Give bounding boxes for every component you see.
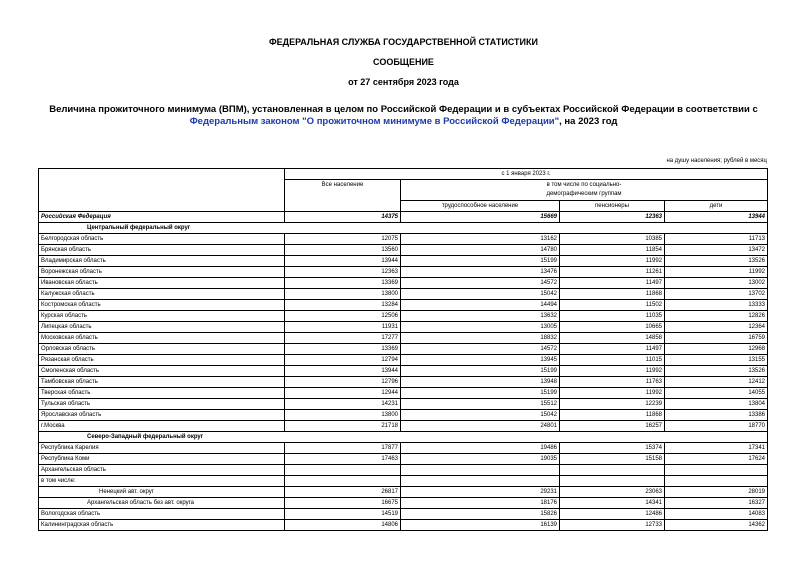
cell-pens: 12239 xyxy=(560,399,665,410)
cell-pens: 14341 xyxy=(560,498,665,509)
header-blank xyxy=(39,169,285,180)
cell-work: 14572 xyxy=(401,344,560,355)
cell-kids: 13002 xyxy=(665,278,768,289)
cell-all: 13369 xyxy=(285,344,401,355)
cell-work: 13005 xyxy=(401,322,560,333)
cell-pens: 12733 xyxy=(560,520,665,531)
row-name: Ненецкий авт. округ xyxy=(39,487,285,498)
federal-law-link[interactable]: Федеральным законом "О прожиточном минимуме в Российской Федерации" xyxy=(189,116,560,127)
table-row xyxy=(39,245,768,256)
col-all-header: Все население xyxy=(285,180,401,212)
cell-kids: 14055 xyxy=(665,388,768,399)
table-row xyxy=(39,498,768,509)
cell-pens: 16257 xyxy=(560,421,665,432)
cell-all: 13369 xyxy=(285,278,401,289)
row-name: Костромская область xyxy=(39,300,285,311)
org-title: ФЕДЕРАЛЬНАЯ СЛУЖБА ГОСУДАРСТВЕННОЙ СТАТИСТИКИ xyxy=(269,37,538,47)
header-blank xyxy=(39,201,285,212)
cell-all: 14519 xyxy=(285,509,401,520)
cell-work: 15669 xyxy=(401,212,560,223)
table-row-total xyxy=(39,212,768,223)
row-name: Республика Карелия xyxy=(39,443,285,454)
cell-all: 13800 xyxy=(285,289,401,300)
cell-all: 12944 xyxy=(285,388,401,399)
table-row xyxy=(39,520,768,531)
col-group-header xyxy=(401,180,768,201)
header-blank xyxy=(39,180,285,201)
cell-all xyxy=(285,465,401,476)
cell-kids: 13526 xyxy=(665,366,768,377)
cell-work: 15199 xyxy=(401,388,560,399)
cell-work: 15199 xyxy=(401,366,560,377)
cell-kids: 12826 xyxy=(665,311,768,322)
cell-kids: 13386 xyxy=(665,410,768,421)
col-group-header-line1: в том числе по социально- xyxy=(546,182,622,188)
cell-work: 16139 xyxy=(401,520,560,531)
cell-pens: 10665 xyxy=(560,322,665,333)
row-name: г.Москва xyxy=(39,421,285,432)
cell-work: 13945 xyxy=(401,355,560,366)
cell-pens: 11497 xyxy=(560,278,665,289)
cell-all: 12075 xyxy=(285,234,401,245)
cell-kids: 11713 xyxy=(665,234,768,245)
row-name: Смоленская область xyxy=(39,366,285,377)
cell-kids: 12364 xyxy=(665,322,768,333)
cell-all: 13944 xyxy=(285,256,401,267)
cell-all: 17877 xyxy=(285,443,401,454)
cell-kids: 16327 xyxy=(665,498,768,509)
cell-kids: 16759 xyxy=(665,333,768,344)
cell-kids: 17341 xyxy=(665,443,768,454)
cell-all: 12363 xyxy=(285,267,401,278)
col-group-header-line2: демографическим группам xyxy=(546,191,622,197)
cell-all: 11931 xyxy=(285,322,401,333)
cell-work: 18832 xyxy=(401,333,560,344)
row-name: Рязанская область xyxy=(39,355,285,366)
cell-work: 15512 xyxy=(401,399,560,410)
cell-pens: 11854 xyxy=(560,245,665,256)
units-note: на душу населения; рублей в месяц xyxy=(666,158,767,164)
table-row xyxy=(39,399,768,410)
cell-work xyxy=(401,476,560,487)
row-name: Белгородская область xyxy=(39,234,285,245)
cell-kids: 12412 xyxy=(665,377,768,388)
cell-all: 14231 xyxy=(285,399,401,410)
doc-type: СООБЩЕНИЕ xyxy=(373,57,434,67)
table-row xyxy=(39,234,768,245)
cell-all: 16675 xyxy=(285,498,401,509)
cell-kids xyxy=(665,476,768,487)
row-name: Калужская область xyxy=(39,289,285,300)
row-name: Липецкая область xyxy=(39,322,285,333)
cell-pens: 15374 xyxy=(560,443,665,454)
table-row xyxy=(39,443,768,454)
table-row xyxy=(39,377,768,388)
row-name: Ярославская область xyxy=(39,410,285,421)
cell-pens: 11497 xyxy=(560,344,665,355)
cell-kids: 13804 xyxy=(665,399,768,410)
cell-pens: 12363 xyxy=(560,212,665,223)
cell-pens: 14858 xyxy=(560,333,665,344)
cell-work: 19486 xyxy=(401,443,560,454)
cell-pens: 11992 xyxy=(560,256,665,267)
table-row xyxy=(39,256,768,267)
cell-pens: 11015 xyxy=(560,355,665,366)
row-name: Архангельская область без авт. округа xyxy=(39,498,285,509)
section-title: Северо-Западный федеральный округ xyxy=(39,432,768,443)
cell-work: 19035 xyxy=(401,454,560,465)
row-name: Калининградская область xyxy=(39,520,285,531)
cell-work: 13476 xyxy=(401,267,560,278)
cell-all xyxy=(285,476,401,487)
row-name: Тамбовская область xyxy=(39,377,285,388)
table-row xyxy=(39,487,768,498)
cell-pens: 11261 xyxy=(560,267,665,278)
header-row-period xyxy=(39,169,768,180)
cell-kids: 14083 xyxy=(665,509,768,520)
cell-kids: 11992 xyxy=(665,267,768,278)
table-row xyxy=(39,509,768,520)
cell-pens: 12486 xyxy=(560,509,665,520)
cell-work: 15199 xyxy=(401,256,560,267)
table-row xyxy=(39,421,768,432)
cell-work: 13948 xyxy=(401,377,560,388)
table-row xyxy=(39,344,768,355)
row-name: Российская Федерация xyxy=(39,212,285,223)
cell-kids: 12968 xyxy=(665,344,768,355)
cell-work: 14494 xyxy=(401,300,560,311)
row-name: Ивановская область xyxy=(39,278,285,289)
period-header: с 1 января 2023 г. xyxy=(285,169,768,180)
table-row xyxy=(39,311,768,322)
section-row xyxy=(39,223,768,234)
heading-line2 xyxy=(40,116,767,128)
table-row xyxy=(39,476,768,487)
cell-pens: 15158 xyxy=(560,454,665,465)
cell-pens: 23063 xyxy=(560,487,665,498)
row-name: Московская область xyxy=(39,333,285,344)
cell-all: 12794 xyxy=(285,355,401,366)
cell-work: 15042 xyxy=(401,410,560,421)
cell-all: 17277 xyxy=(285,333,401,344)
cell-pens: 11868 xyxy=(560,289,665,300)
cell-all: 13284 xyxy=(285,300,401,311)
cell-kids: 13526 xyxy=(665,256,768,267)
cell-all: 13560 xyxy=(285,245,401,256)
table-row xyxy=(39,465,768,476)
table-row xyxy=(39,267,768,278)
cell-pens: 11992 xyxy=(560,366,665,377)
table-row xyxy=(39,355,768,366)
cell-kids: 13944 xyxy=(665,212,768,223)
table-row xyxy=(39,388,768,399)
table-row xyxy=(39,333,768,344)
cell-pens xyxy=(560,476,665,487)
cell-all: 12506 xyxy=(285,311,401,322)
cell-work: 14780 xyxy=(401,245,560,256)
cell-work: 15042 xyxy=(401,289,560,300)
row-name: Владимирская область xyxy=(39,256,285,267)
table-row xyxy=(39,410,768,421)
cell-all: 21718 xyxy=(285,421,401,432)
cell-kids: 13702 xyxy=(665,289,768,300)
cell-work xyxy=(401,465,560,476)
section-row xyxy=(39,432,768,443)
doc-date: от 27 сентября 2023 года xyxy=(348,77,459,87)
cell-kids xyxy=(665,465,768,476)
cell-kids: 13155 xyxy=(665,355,768,366)
cell-kids: 14362 xyxy=(665,520,768,531)
cell-work: 15826 xyxy=(401,509,560,520)
cell-kids: 13333 xyxy=(665,300,768,311)
cell-all: 13944 xyxy=(285,366,401,377)
cell-all: 14806 xyxy=(285,520,401,531)
row-name: Курская область xyxy=(39,311,285,322)
cell-pens: 11763 xyxy=(560,377,665,388)
table-row xyxy=(39,322,768,333)
row-name: Тульская область xyxy=(39,399,285,410)
header-row-groups xyxy=(39,180,768,201)
cell-all: 14375 xyxy=(285,212,401,223)
subsistence-table xyxy=(38,168,768,531)
col-pens-header: пенсионеры xyxy=(560,201,665,212)
cell-kids: 28019 xyxy=(665,487,768,498)
cell-pens xyxy=(560,465,665,476)
table-row xyxy=(39,278,768,289)
cell-all: 26817 xyxy=(285,487,401,498)
cell-all: 12796 xyxy=(285,377,401,388)
row-name: Республика Коми xyxy=(39,454,285,465)
cell-pens: 11035 xyxy=(560,311,665,322)
table-row xyxy=(39,454,768,465)
cell-pens: 10385 xyxy=(560,234,665,245)
header-row-cols xyxy=(39,201,768,212)
cell-pens: 11502 xyxy=(560,300,665,311)
table-row xyxy=(39,300,768,311)
cell-work: 14572 xyxy=(401,278,560,289)
col-work-header: трудоспособное население xyxy=(401,201,560,212)
col-kids-header: дети xyxy=(665,201,768,212)
cell-kids: 17624 xyxy=(665,454,768,465)
row-name: Архангельская область xyxy=(39,465,285,476)
row-name: Воронежская область xyxy=(39,267,285,278)
cell-work: 18176 xyxy=(401,498,560,509)
cell-pens: 11868 xyxy=(560,410,665,421)
cell-work: 13162 xyxy=(401,234,560,245)
table-row xyxy=(39,366,768,377)
row-name: в том числе: xyxy=(39,476,285,487)
section-title: Центральный федеральный округ xyxy=(39,223,768,234)
cell-work: 29231 xyxy=(401,487,560,498)
heading-tail: , на 2023 год xyxy=(559,116,618,127)
cell-kids: 13472 xyxy=(665,245,768,256)
heading-line1: Величина прожиточного минимума (ВПМ), установленная в целом по Российской Федерации и в субъектах Российской Федерации в соответствии с xyxy=(49,104,758,115)
cell-work: 13632 xyxy=(401,311,560,322)
cell-all: 13800 xyxy=(285,410,401,421)
row-name: Орловская область xyxy=(39,344,285,355)
row-name: Тверская область xyxy=(39,388,285,399)
cell-work: 24801 xyxy=(401,421,560,432)
report-heading xyxy=(40,104,767,128)
cell-kids: 18770 xyxy=(665,421,768,432)
table-row xyxy=(39,289,768,300)
row-name: Брянская область xyxy=(39,245,285,256)
cell-pens: 11992 xyxy=(560,388,665,399)
row-name: Вологодская область xyxy=(39,509,285,520)
cell-all: 17463 xyxy=(285,454,401,465)
